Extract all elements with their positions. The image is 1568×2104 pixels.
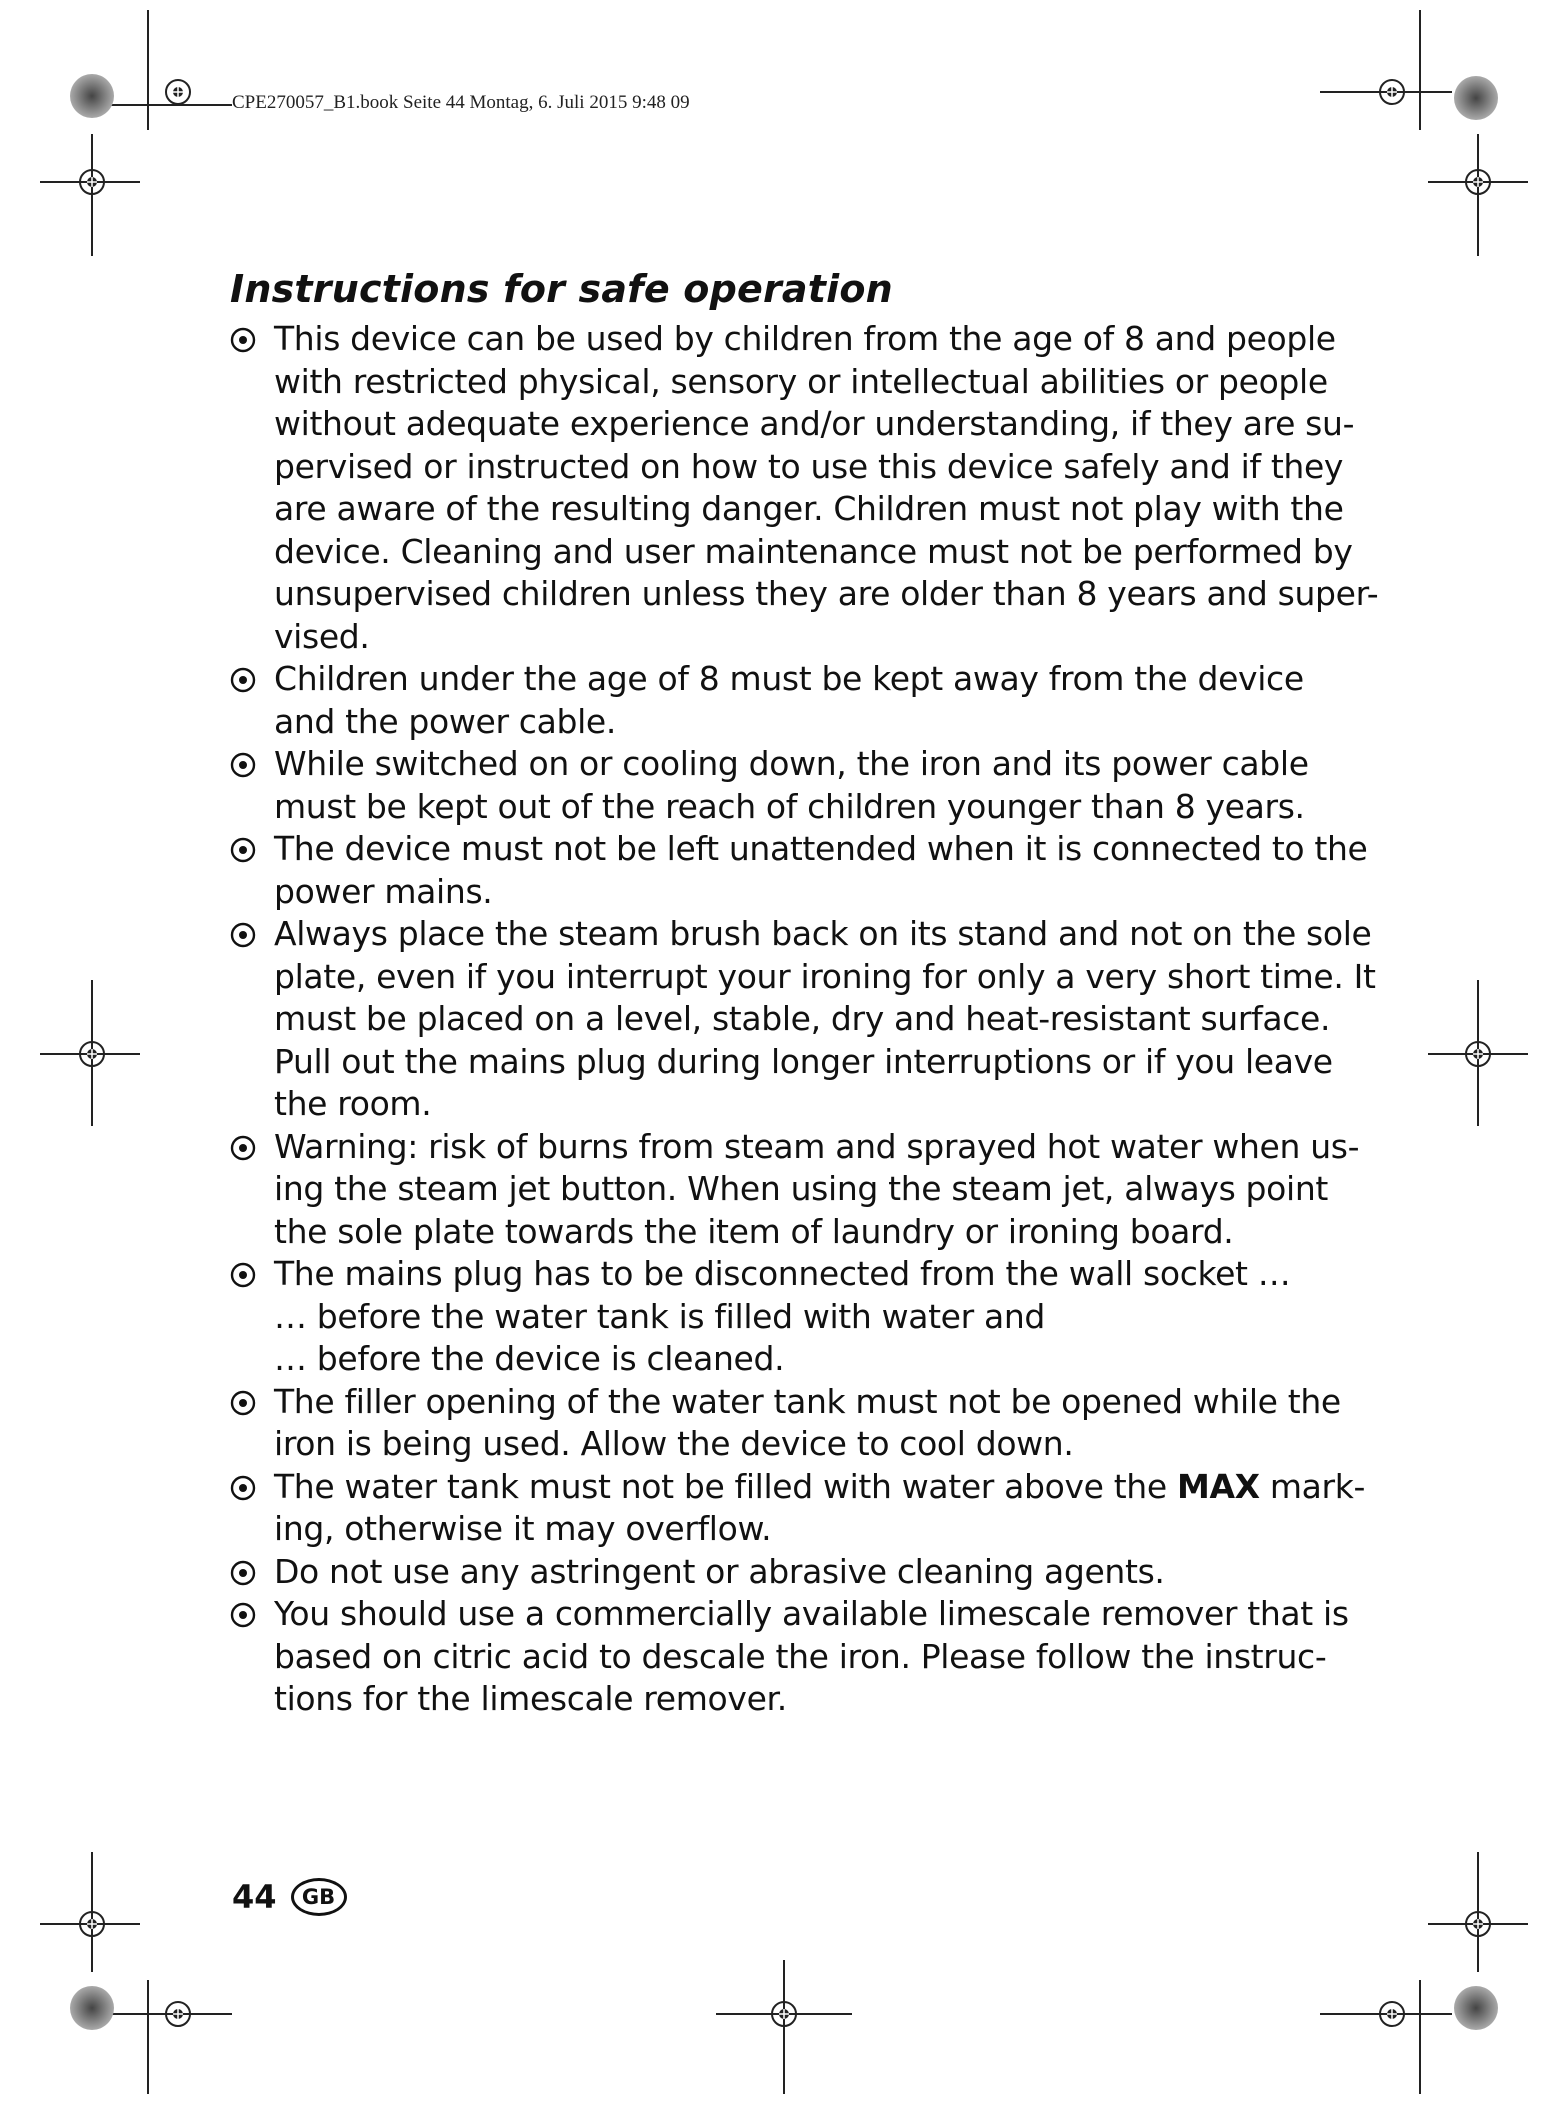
list-item-line: without adequate experience and/or understanding, if they are su- — [274, 404, 1355, 443]
registration-target-icon — [1466, 1912, 1490, 1936]
list-item-line: … before the water tank is filled with water and — [274, 1296, 1046, 1336]
list-item-line: power mains. — [274, 871, 493, 911]
list-item-line: are aware of the resulting danger. Children must not play with the — [274, 489, 1344, 528]
list-item-line: Always place the steam brush back on its stand and not on the sole — [274, 914, 1372, 953]
list-item-line: based on citric acid to descale the iron. Please follow the instruc- — [274, 1636, 1327, 1676]
list-item-text: The water tank must not be filled with water above the — [274, 1466, 1177, 1506]
list-item-line: unsupervised children unless they are older than 8 years and super- — [274, 574, 1379, 613]
color-bar-icon — [70, 74, 114, 118]
bullet-circle-icon — [230, 327, 256, 353]
list-item — [230, 318, 1379, 658]
list-item-line — [274, 1466, 1366, 1509]
max-marking-label: MAX — [1176, 1466, 1260, 1506]
list-item-line: the room. — [274, 1084, 432, 1123]
list-item-line: iron is being used. Allow the device to cool down. — [274, 1424, 1074, 1463]
section-title: Instructions for safe operation — [230, 267, 893, 311]
list-item — [230, 1551, 1310, 1594]
list-item-line: ing the steam jet button. When using the steam jet, always point — [274, 1169, 1328, 1208]
bullet-circle-icon — [230, 1390, 256, 1416]
list-item — [230, 1593, 1349, 1721]
list-item-text: mark- — [1259, 1466, 1366, 1506]
list-item-line: The filler opening of the water tank must not be opened while the — [274, 1381, 1341, 1421]
list-item-line: Do not use any astringent or abrasive cleaning agents. — [274, 1551, 1165, 1591]
list-item-line: Children under the age of 8 must be kept away from the device — [274, 659, 1304, 698]
list-item-line: While switched on or cooling down, the iron and its power cable — [274, 744, 1309, 783]
color-bar-icon — [1454, 1986, 1498, 2030]
list-item-line: tions for the limescale remover. — [274, 1679, 787, 1718]
bullet-circle-icon — [230, 837, 256, 863]
list-item-line: You should use a commercially available limescale remover that is — [274, 1594, 1349, 1633]
registration-target-icon — [80, 170, 104, 194]
country-code-badge: GB — [291, 1878, 347, 1916]
page-number: 44 — [232, 1878, 277, 1916]
list-item-line: pervised or instructed on how to use this device safely and if they — [274, 446, 1344, 486]
main-content — [230, 264, 1379, 1721]
list-item-line: … before the device is cleaned. — [274, 1339, 785, 1378]
instruction-list — [230, 318, 1379, 1721]
registration-target-icon — [1466, 1042, 1490, 1066]
registration-target-icon — [166, 2002, 190, 2026]
list-item-line: ing, otherwise it may overflow. — [274, 1509, 772, 1548]
list-item-line: This device can be used by children from the age of 8 and people — [274, 319, 1336, 358]
bullet-circle-icon — [230, 1135, 256, 1161]
list-item — [230, 658, 1310, 743]
list-item-line: the sole plate towards the item of laundry or ironing board. — [274, 1211, 1234, 1251]
registration-target-icon — [1380, 2002, 1404, 2026]
bullet-circle-icon — [230, 1262, 256, 1288]
list-item — [230, 913, 1376, 1126]
list-item — [230, 1381, 1341, 1466]
list-item — [230, 743, 1310, 828]
bullet-circle-icon — [230, 1475, 256, 1501]
registration-target-icon — [1380, 80, 1404, 104]
list-item — [230, 1466, 1366, 1551]
list-item-line: plate, even if you interrupt your ironing for only a very short time. It — [274, 956, 1376, 996]
bullet-circle-icon — [230, 922, 256, 948]
list-item-line: Pull out the mains plug during longer interruptions or if you leave — [274, 1041, 1333, 1081]
bullet-circle-icon — [230, 752, 256, 778]
registration-target-icon — [80, 1912, 104, 1936]
list-item-line: must be kept out of the reach of children younger than 8 years. — [274, 786, 1305, 826]
list-item-line: vised. — [274, 616, 370, 656]
print-header: CPE270057_B1.book Seite 44 Montag, 6. Juli 2015 9:48 09 — [232, 92, 690, 113]
color-bar-icon — [70, 1986, 114, 2030]
registration-target-icon — [166, 80, 190, 104]
bullet-circle-icon — [230, 1602, 256, 1628]
list-item-line: must be placed on a level, stable, dry and heat-resistant surface. — [274, 999, 1331, 1038]
list-item — [230, 1253, 1310, 1381]
list-item — [230, 1126, 1360, 1254]
bullet-circle-icon — [230, 667, 256, 693]
list-item — [230, 828, 1368, 913]
list-item-line: The device must not be left unattended when it is connected to the — [274, 829, 1368, 868]
list-item-line: device. Cleaning and user maintenance must not be performed by — [274, 531, 1353, 571]
list-item-line: and the power cable. — [274, 701, 616, 741]
bullet-circle-icon — [230, 1560, 256, 1586]
registration-target-icon — [772, 2002, 796, 2026]
list-item-line: with restricted physical, sensory or intellectual abilities or people — [274, 361, 1328, 401]
crop-line — [40, 10, 232, 256]
registration-target-icon — [1466, 170, 1490, 194]
list-item-line: Warning: risk of burns from steam and sprayed hot water when us- — [274, 1126, 1360, 1166]
list-item-line: The mains plug has to be disconnected from the wall socket … — [274, 1254, 1291, 1293]
page-footer — [232, 1872, 347, 1922]
color-bar-icon — [1454, 76, 1498, 120]
registration-target-icon — [80, 1042, 104, 1066]
